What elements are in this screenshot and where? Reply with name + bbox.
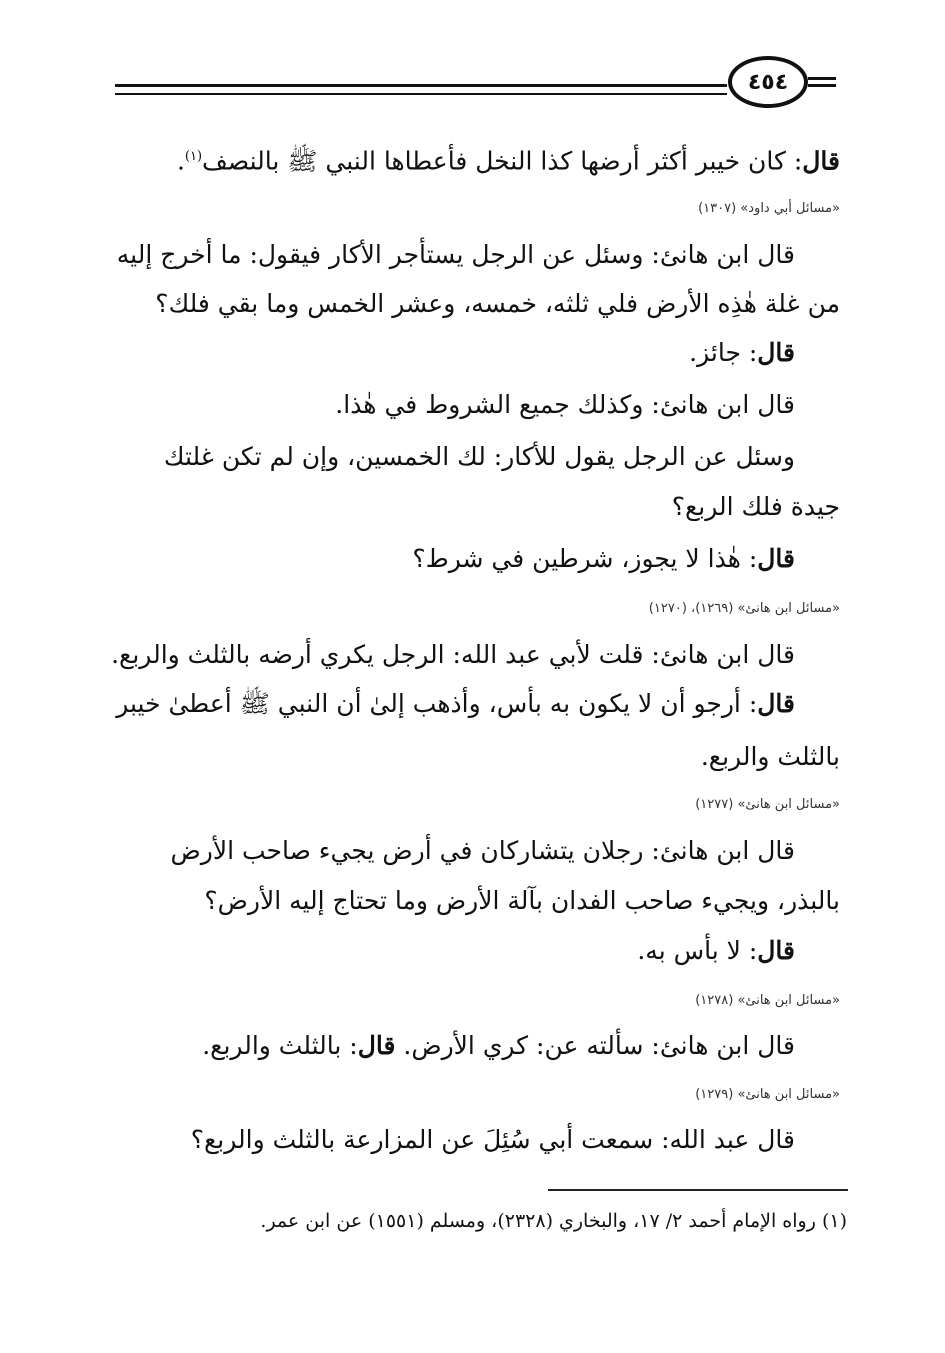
- footnote-text: رواه الإمام أحمد ٢/ ١٧، والبخاري (٢٣٢٨)، ومسلم (١٥٥١) عن ابن عمر.: [260, 1210, 816, 1232]
- text-line: قال عبد الله: سمعت أبي سُئِلَ عن المزارعة بالثلث والربع؟: [190, 1125, 795, 1154]
- text-line: [637, 934, 795, 968]
- source-citation: «مسائل ابن هانئ» (١٢٧٩): [695, 1087, 840, 1102]
- line-text: : أرجو أن لا يكون به بأس، وأذهب إلىٰ أن النبي ﷺ أعطىٰ خيبر: [116, 689, 758, 718]
- speaker-label: قال: [802, 146, 840, 176]
- text-line: بالبذر، ويجيء صاحب الفدان بآلة الأرض وما تحتاج إليه الأرض؟: [204, 886, 840, 915]
- line-text: : بالثلث والربع.: [202, 1031, 358, 1060]
- text-line: جيدة فلك الربع؟: [671, 492, 840, 521]
- speaker-label: قال: [757, 689, 795, 718]
- text-line: [689, 336, 795, 370]
- text-line: [177, 140, 840, 178]
- footnote-rule: [548, 1189, 848, 1191]
- text-line: وسئل عن الرجل يقول للأكار: لك الخمسين، وإن لم تكن غلتك: [163, 442, 795, 471]
- source-citation: «مسائل أبي داود» (١٣٠٧): [698, 201, 840, 216]
- source-citation: «مسائل ابن هانئ» (١٢٦٩)، (١٢٧٠): [648, 601, 840, 616]
- line-text: : لا بأس به.: [637, 936, 758, 965]
- footnote-number: (١): [821, 1210, 847, 1232]
- text-line: من غلة هٰذِه الأرض فلي ثلثه، خمسه، وعشر الخمس وما بقي فلك؟: [155, 289, 840, 318]
- text-line: [202, 1029, 795, 1063]
- text-line: قال ابن هانئ: رجلان يتشاركان في أرض يجيء صاحب الأرض: [170, 836, 795, 865]
- source-citation: «مسائل ابن هانئ» (١٢٧٨): [695, 993, 840, 1008]
- line-text: قال ابن هانئ: سألته عن: كري الأرض.: [403, 1031, 795, 1060]
- source-citation: «مسائل ابن هانئ» (١٢٧٧): [695, 797, 840, 812]
- speaker-label: قال: [757, 544, 795, 573]
- footnote-marker: (١): [184, 149, 203, 164]
- page-number: ٤٥٤: [728, 56, 808, 108]
- line-text: : هٰذا لا يجوز، شرطين في شرط؟: [412, 544, 758, 573]
- footnote: [260, 1208, 847, 1234]
- text-line: قال ابن هانئ: وسئل عن الرجل يستأجر الأكار فيقول: ما أخرج إليه: [116, 240, 795, 269]
- line-text: : كان خيبر أكثر أرضها كذا النخل فأعطاها النبي ﷺ بالنصف: [202, 146, 803, 176]
- text-line: [412, 542, 795, 576]
- header-rule-right-top: [808, 77, 836, 80]
- speaker-label: قال: [757, 936, 795, 965]
- header-rule-right-bottom: [808, 84, 836, 87]
- text-line: قال ابن هانئ: قلت لأبي عبد الله: الرجل يكري أرضه بالثلث والربع.: [111, 640, 795, 669]
- speaker-label: قال: [357, 1031, 396, 1060]
- speaker-label: قال: [757, 338, 795, 367]
- text-line: [116, 687, 795, 721]
- text-line: بالثلث والربع.: [700, 742, 840, 771]
- header-rule-thick: [115, 84, 727, 87]
- header-rule-thin: [115, 93, 727, 95]
- line-tail: .: [176, 146, 185, 176]
- line-text: : جائز.: [689, 338, 758, 367]
- text-line: قال ابن هانئ: وكذلك جميع الشروط في هٰذا.: [335, 390, 795, 419]
